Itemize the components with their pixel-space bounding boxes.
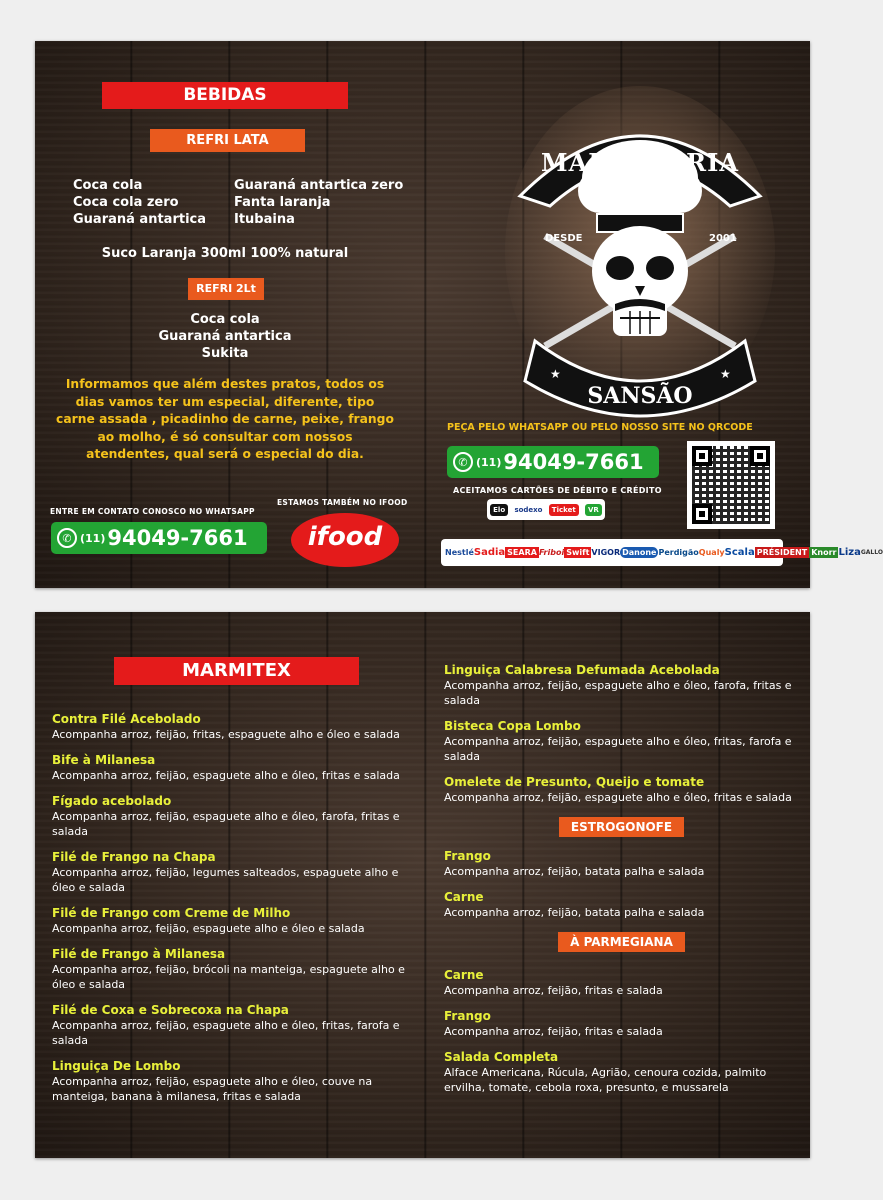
dish-desc: Acompanha arroz, feijão, espaguete alho e óleo, fritas e salada <box>444 791 792 804</box>
estrogonofe-label: ESTROGONOFE <box>559 817 684 837</box>
qrcode-finder <box>692 446 712 466</box>
drink-item: Guaraná antartica zero <box>234 178 404 193</box>
brand-logo: GALLO <box>860 549 883 556</box>
dish-name: Frango <box>444 849 491 863</box>
drink-item: Guaraná antartica <box>158 329 292 344</box>
refri-lata-label: REFRI LATA <box>150 129 305 152</box>
order-caption: PEÇA PELO WHATSAPP OU PELO NOSSO SITE NO QRCODE <box>447 422 753 433</box>
phone-number: 94049-7661 <box>503 450 644 474</box>
list-item <box>52 850 410 895</box>
dish-desc: Acompanha arroz, feijão, espaguete alho e óleo, couve na manteiga, banana à milanesa, fritas e salada <box>52 1075 373 1103</box>
bebidas-title: BEBIDAS <box>102 82 348 109</box>
brand-logo: Scala <box>724 547 755 558</box>
brand-logo: Qualy <box>698 548 725 557</box>
dish-name: Carne <box>444 890 484 904</box>
card-ticket: Ticket <box>549 504 579 516</box>
dish-desc: Acompanha arroz, feijão, batata palha e salada <box>444 906 705 919</box>
dish-desc: Acompanha arroz, feijão, espaguete alho e óleo, fritas e salada <box>52 769 400 782</box>
brand-logo: Perdigão <box>658 548 699 557</box>
dish-name: Carne <box>444 968 484 982</box>
dish-name: Filé de Coxa e Sobrecoxa na Chapa <box>52 1003 289 1017</box>
card-vr: VR <box>585 504 602 516</box>
list-item <box>52 794 410 839</box>
brand-partners <box>441 539 883 566</box>
ifood-logo[interactable] <box>291 513 399 567</box>
dish-name: Contra Filé Acebolado <box>52 712 201 726</box>
qrcode-finder <box>692 504 712 524</box>
whatsapp-caption: ENTRE EM CONTATO CONOSCO NO WHATSAPP <box>50 507 255 516</box>
phone-number: 94049-7661 <box>107 526 248 550</box>
list-item <box>52 1003 410 1048</box>
dish-desc: Acompanha arroz, feijão, espaguete alho e óleo, farofa, fritas e salada <box>444 679 792 707</box>
brand-logo: SEARA <box>507 548 537 557</box>
brand-logo: Nestlé <box>445 548 474 557</box>
estrogonofe-header <box>444 816 799 837</box>
dish-name: Linguiça De Lombo <box>52 1059 181 1073</box>
marmitex-right-column <box>444 663 799 1106</box>
brand-logo: Danone <box>622 548 657 557</box>
brand-logo <box>505 96 775 426</box>
drink-item: Coca cola <box>190 312 260 327</box>
list-item <box>444 890 799 920</box>
list-item <box>444 1050 799 1095</box>
dish-desc: Acompanha arroz, feijão, espaguete alho e óleo, farofa, fritas e salada <box>52 810 400 838</box>
dish-desc: Alface Americana, Rúcula, Agrião, cenoura cozida, palmito ervilha, tomate, cebola roxa, presunto, e mussarela <box>444 1066 767 1094</box>
dish-name: Fígado acebolado <box>52 794 172 808</box>
qrcode-finder <box>750 446 770 466</box>
dish-desc: Acompanha arroz, feijão, espaguete alho e óleo e salada <box>52 922 365 935</box>
list-item <box>444 1009 799 1039</box>
marmitex-left-column <box>52 712 410 1115</box>
brand-logo: Sadia <box>473 547 506 558</box>
dish-desc: Acompanha arroz, feijão, batata palha e salada <box>444 865 705 878</box>
dish-name: Bisteca Copa Lombo <box>444 719 581 733</box>
logo-subtitle: SANSÃO <box>587 383 693 409</box>
dish-name: Filé de Frango com Creme de Milho <box>52 906 291 920</box>
logo-desde: DESDE <box>545 233 583 244</box>
whatsapp-phone-button[interactable] <box>51 522 267 554</box>
brand-logo: Friboi <box>538 548 565 557</box>
special-notice: Informamos que além destes pratos, todos os dias vamos ter um especial, diferente, tipo carne assada , picadinho de carne, peixe, frango ao molho, é só consultar com nossos atendentes, qual será o especial do dia. <box>56 377 394 461</box>
dish-desc: Acompanha arroz, feijão, legumes salteados, espaguete alho e óleo e salada <box>52 866 399 894</box>
drink-item: Itubaina <box>234 212 295 227</box>
logo-title: MARMITARIA <box>541 148 739 177</box>
parmegiana-label: À PARMEGIANA <box>558 932 685 952</box>
refri-lata-col1 <box>73 177 206 228</box>
dish-name: Salada Completa <box>444 1050 559 1064</box>
card-sodexo: sodexo <box>514 505 543 514</box>
drink-item: Coca cola zero <box>73 195 179 210</box>
dish-desc: Acompanha arroz, feijão, espaguete alho e óleo, fritas, farofa e salada <box>444 735 792 763</box>
list-item <box>52 947 410 992</box>
ifood-caption: ESTAMOS TAMBÉM NO IFOOD <box>277 498 408 507</box>
list-item <box>444 775 799 805</box>
drink-item: Fanta laranja <box>234 195 331 210</box>
drink-item: Coca cola <box>73 178 143 193</box>
menu-back-panel <box>35 612 810 1158</box>
dish-name: Frango <box>444 1009 491 1023</box>
dish-desc: Acompanha arroz, feijão, fritas, espaguete alho e óleo e salada <box>52 728 400 741</box>
cards-caption: ACEITAMOS CARTÕES DE DÉBITO E CRÉDITO <box>453 486 662 495</box>
drink-item: Sukita <box>201 346 249 361</box>
list-item <box>52 906 410 936</box>
list-item <box>444 968 799 998</box>
brand-logo: Liza <box>838 547 861 558</box>
dish-desc: Acompanha arroz, feijão, fritas e salada <box>444 1025 663 1038</box>
list-item <box>52 1059 410 1104</box>
brand-logo: VIGOR <box>591 548 621 557</box>
refri-2lt-label: REFRI 2Lt <box>188 278 264 300</box>
dish-name: Omelete de Presunto, Queijo e tomate <box>444 775 705 789</box>
menu-front-panel <box>35 41 883 588</box>
phone-ddd: (11) <box>80 531 106 545</box>
dish-name: Filé de Frango na Chapa <box>52 850 216 864</box>
dish-desc: Acompanha arroz, feijão, fritas e salada <box>444 984 663 997</box>
brand-logo: PRÉSIDENT <box>756 548 808 557</box>
dish-name: Bife à Milanesa <box>52 753 156 767</box>
skull-chef-logo <box>505 96 775 426</box>
list-item <box>52 712 410 742</box>
whatsapp-icon: ✆ <box>57 528 77 548</box>
dish-desc: Acompanha arroz, feijão, espaguete alho e óleo, fritas, farofa e salada <box>52 1019 400 1047</box>
svg-text:★: ★ <box>720 367 731 381</box>
dish-name: Linguiça Calabresa Defumada Acebolada <box>444 663 720 677</box>
list-item <box>444 663 799 708</box>
dish-desc: Acompanha arroz, feijão, brócoli na manteiga, espaguete alho e óleo e salada <box>52 963 405 991</box>
refri-lata-col2 <box>234 177 403 228</box>
brand-logo: Swift <box>566 548 590 557</box>
card-elo: Elo <box>490 504 508 516</box>
marmitex-title: MARMITEX <box>114 657 359 685</box>
svg-text:★: ★ <box>550 367 561 381</box>
phone-ddd: (11) <box>476 455 502 469</box>
whatsapp-icon: ✆ <box>453 452 473 472</box>
list-item <box>444 719 799 764</box>
order-phone-button[interactable] <box>447 446 659 478</box>
list-item <box>444 849 799 879</box>
list-item <box>52 753 410 783</box>
suco-item: Suco Laranja 300ml 100% natural <box>101 246 349 261</box>
qrcode[interactable] <box>687 441 775 529</box>
logo-year: 2001 <box>709 233 737 244</box>
parmegiana-header <box>444 931 799 952</box>
refri-2lt-list <box>35 311 415 362</box>
brand-logo: Knorr <box>811 548 837 557</box>
ifood-logo-text: ifood <box>307 522 383 552</box>
dish-name: Filé de Frango à Milanesa <box>52 947 226 961</box>
payment-cards <box>487 499 605 520</box>
drink-item: Guaraná antartica <box>73 212 207 227</box>
